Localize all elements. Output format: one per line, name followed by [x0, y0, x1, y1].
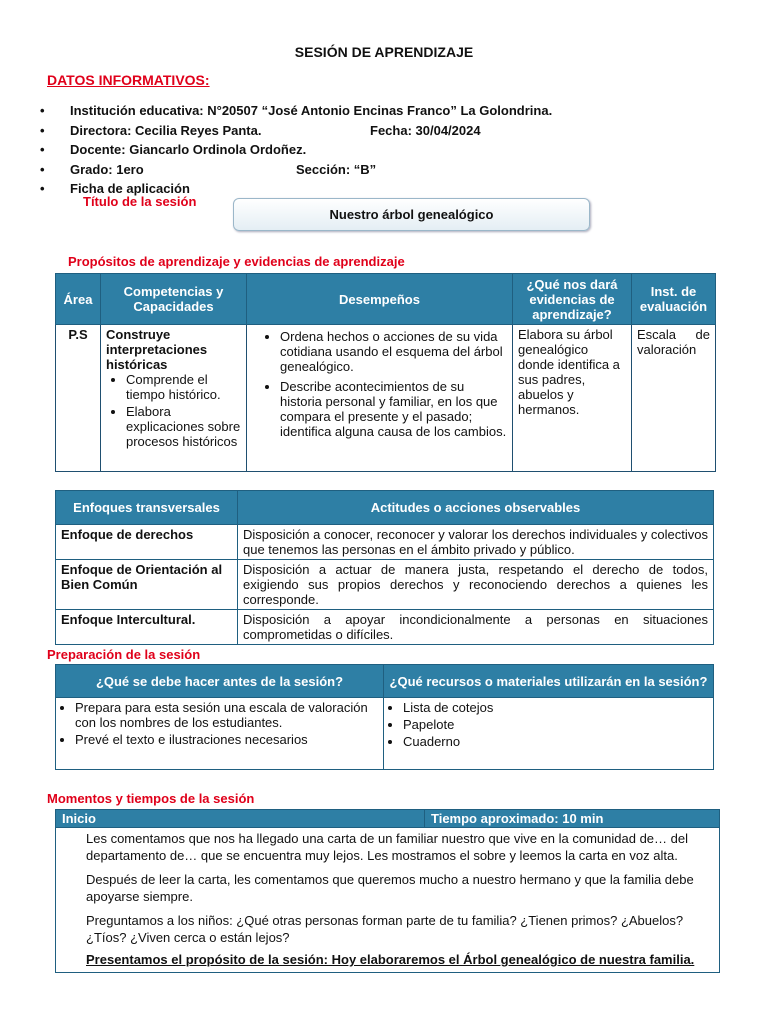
header-competencias: Competencias y Capacidades: [101, 274, 247, 325]
institucion-text: Institución educativa: N°20507 “José Antonio Encinas Franco” La Golondrina.: [70, 103, 553, 118]
list-item: • Lista de cotejos: [403, 700, 708, 715]
propositos-heading: Propósitos de aprendizaje y evidencias de aprendizaje: [68, 254, 405, 269]
list-item: • Comprende el tiempo histórico.: [126, 372, 241, 402]
list-item: • Papelote: [403, 717, 708, 732]
enfoque-cell: Enfoque de Orientación al Bien Común: [56, 560, 238, 610]
desempenos-list: [252, 329, 507, 439]
capacidades-list: [106, 372, 241, 449]
ficha-text: Ficha de aplicación: [70, 181, 190, 196]
header-enfoques: Enfoques transversales: [56, 491, 238, 525]
instrumento-cell: Escala de valoración: [632, 325, 716, 472]
enfoque-cell: Enfoque de derechos: [56, 525, 238, 560]
list-item: • Cuaderno: [403, 734, 708, 749]
header-recursos: ¿Qué recursos o materiales utilizarán en la sesión?: [384, 665, 714, 698]
evidencia-cell: Elabora su árbol genealógico donde identifica a sus padres, abuelos y hermanos.: [513, 325, 632, 472]
enfoques-table: [55, 490, 714, 645]
directora-text: Directora: Cecilia Reyes Panta.: [70, 122, 262, 138]
paragraph: Preguntamos a los niños: ¿Qué otras personas forman parte de tu familia? ¿Tienen primos? ¿Abuelos? ¿Tíos? ¿Viven cerca o están lejos?: [86, 913, 684, 945]
list-item: • Prevé el texto e ilustraciones necesarios: [75, 732, 378, 747]
info-institucion: [40, 101, 740, 121]
titulo-sesion-label: Título de la sesión: [83, 194, 197, 209]
antes-list: [61, 700, 378, 747]
seccion-text: Sección: “B”: [296, 161, 377, 177]
area-cell: P.S: [56, 325, 101, 472]
paragraph: Les comentamos que nos ha llegado una carta de un familiar nuestro que vive en la comunidad de… del departamento de… que se encuentra muy lejos. Les mostramos el sobre y leemos la carta en voz alta.: [86, 831, 688, 863]
header-inst: Inst. de evaluación: [632, 274, 716, 325]
header-desempenos: Desempeños: [247, 274, 513, 325]
datos-informativos-heading: DATOS INFORMATIVOS:: [47, 72, 210, 88]
header-actitudes: Actitudes o acciones observables: [238, 491, 714, 525]
actitud-cell: Disposición a apoyar incondicionalmente a personas en situaciones comprometidas o difíciles.: [238, 610, 714, 645]
antes-cell: [56, 698, 384, 770]
info-directora: [40, 121, 740, 141]
info-docente: [40, 140, 740, 160]
header-area: Área: [56, 274, 101, 325]
recursos-list: [389, 700, 708, 749]
preparacion-heading: Preparación de la sesión: [47, 647, 201, 662]
actitud-cell: Disposición a conocer, reconocer y valorar los derechos individuales y colectivos que tenemos las personas en el ámbito privado y público.: [238, 525, 714, 560]
header-evidencias: ¿Qué nos dará evidencias de aprendizaje?: [513, 274, 632, 325]
tiempo-label: Tiempo aproximado: 10 min: [425, 810, 720, 828]
list-item: • Ordena hechos o acciones de su vida cotidiana usando el esquema del árbol genealógico.: [280, 329, 507, 374]
actitud-cell: Disposición a actuar de manera justa, respetando el derecho de todos, exigiendo sus propios derechos y reconociendo derechos a quienes les corresponde.: [238, 560, 714, 610]
fecha-text: Fecha: 30/04/2024: [370, 122, 481, 138]
paragraph: Después de leer la carta, les comentamos que queremos mucho a nuestro hermano y que la familia debe apoyarse siempre.: [86, 872, 694, 904]
competencias-cell: [101, 325, 247, 472]
list-item: • Elabora explicaciones sobre procesos históricos: [126, 404, 241, 449]
header-antes: ¿Qué se debe hacer antes de la sesión?: [56, 665, 384, 698]
list-item: • Prepara para esta sesión una escala de valoración con los nombres de los estudiantes.: [75, 700, 378, 730]
proposito-text: Presentamos el propósito de la sesión: Hoy elaboraremos el Árbol genealógico de nuestra familia.: [86, 952, 695, 967]
docente-text: Docente: Giancarlo Ordinola Ordoñez.: [70, 142, 307, 157]
desempenos-cell: [247, 325, 513, 472]
propositos-table: [55, 273, 716, 472]
momentos-table: [55, 809, 720, 973]
competencia-text: Construye interpretaciones históricas: [106, 327, 208, 372]
enfoque-cell: Enfoque Intercultural.: [56, 610, 238, 645]
grado-text: Grado: 1ero: [70, 161, 144, 177]
recursos-cell: [384, 698, 714, 770]
list-item: • Describe acontecimientos de su historia personal y familiar, en los que compara el presente y el pasado; identifica alguna causa de los cambios.: [280, 379, 507, 439]
inicio-content: [56, 828, 720, 973]
page-title: SESIÓN DE APRENDIZAJE: [294, 44, 474, 60]
inicio-label: Inicio: [56, 810, 425, 828]
info-list: [40, 101, 740, 199]
momentos-heading: Momentos y tiempos de la sesión: [47, 791, 255, 806]
preparacion-table: [55, 664, 714, 770]
titulo-sesion-box: Nuestro árbol genealógico: [233, 198, 590, 231]
info-grado: [40, 160, 740, 180]
